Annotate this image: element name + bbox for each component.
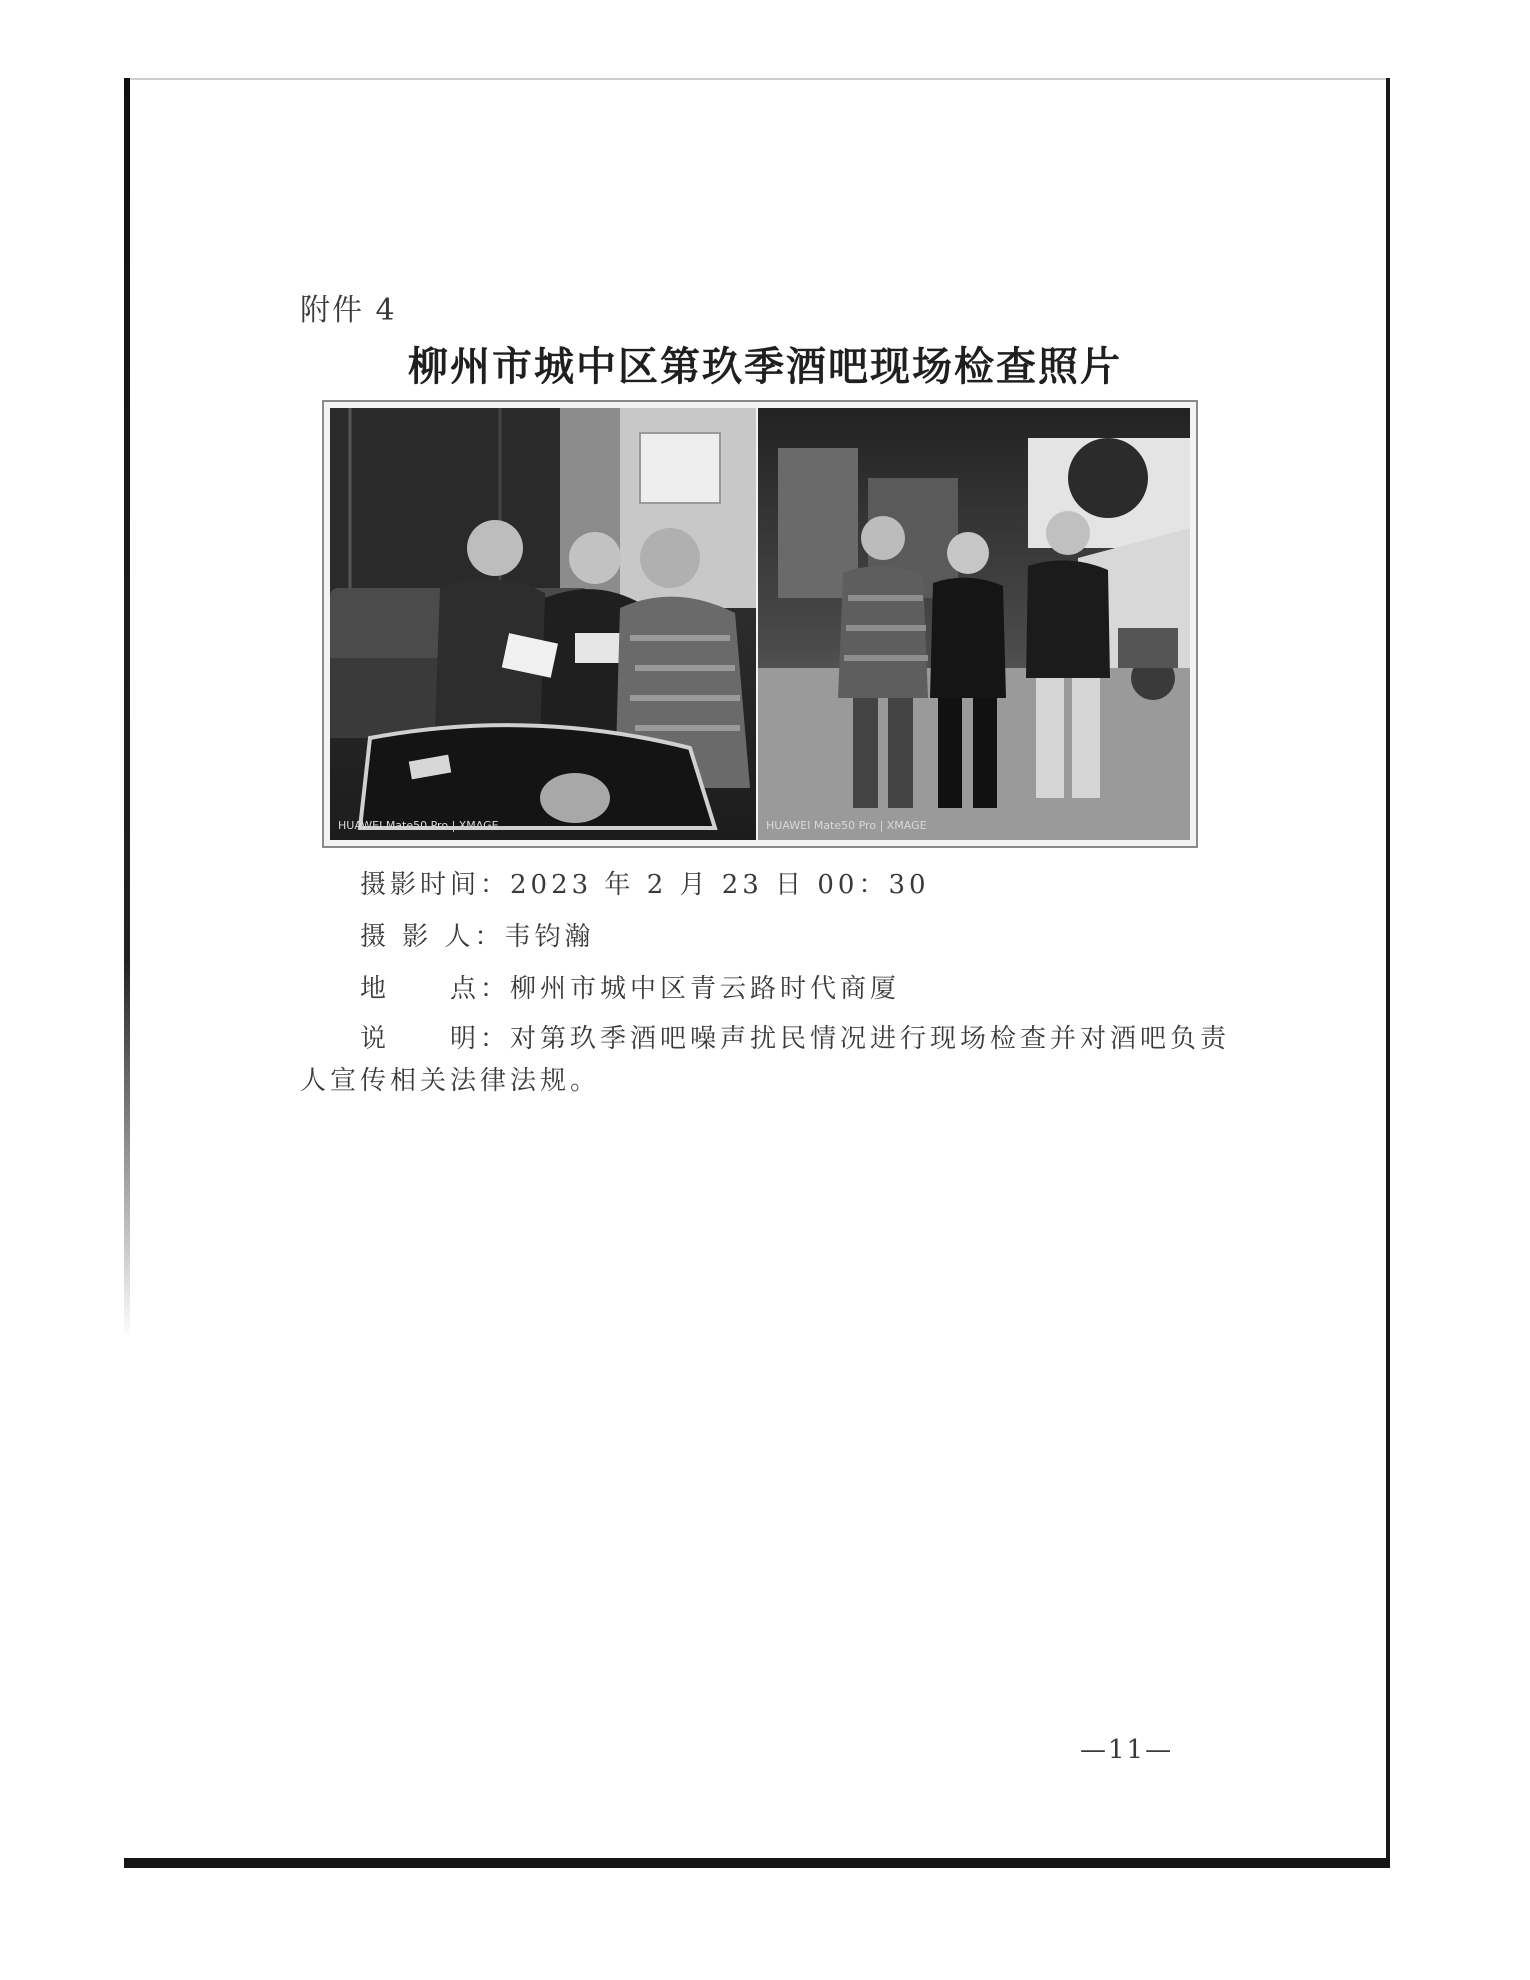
page-left-edge — [124, 78, 130, 1338]
inspection-photo-indoor — [330, 408, 756, 840]
page-title: 柳州市城中区第玖季酒吧现场检查照片 — [408, 343, 1122, 390]
photo-watermark-right: HUAWEI Mate50 Pro | XMAGE — [766, 819, 927, 832]
info-time: 摄影时间：2023 年 2 月 23 日 00：30 — [360, 870, 930, 900]
info-photographer: 摄 影 人：韦钧瀚 — [360, 922, 595, 952]
photo-frame — [322, 400, 1198, 848]
inspection-photo-street — [758, 408, 1190, 840]
attachment-label: 附件 4 — [300, 293, 397, 328]
page-bottom-edge — [124, 1858, 1390, 1868]
page-number: —11— — [1080, 1735, 1174, 1765]
photo-watermark-left: HUAWEI Mate50 Pro | XMAGE — [338, 819, 499, 832]
page-top-edge — [124, 78, 1390, 80]
info-location: 地 点：柳州市城中区青云路时代商厦 — [360, 974, 901, 1004]
info-description: 说 明：对第玖季酒吧噪声扰民情况进行现场检查并对酒吧负责人宣传相关法律法规。 — [300, 1024, 1231, 1096]
